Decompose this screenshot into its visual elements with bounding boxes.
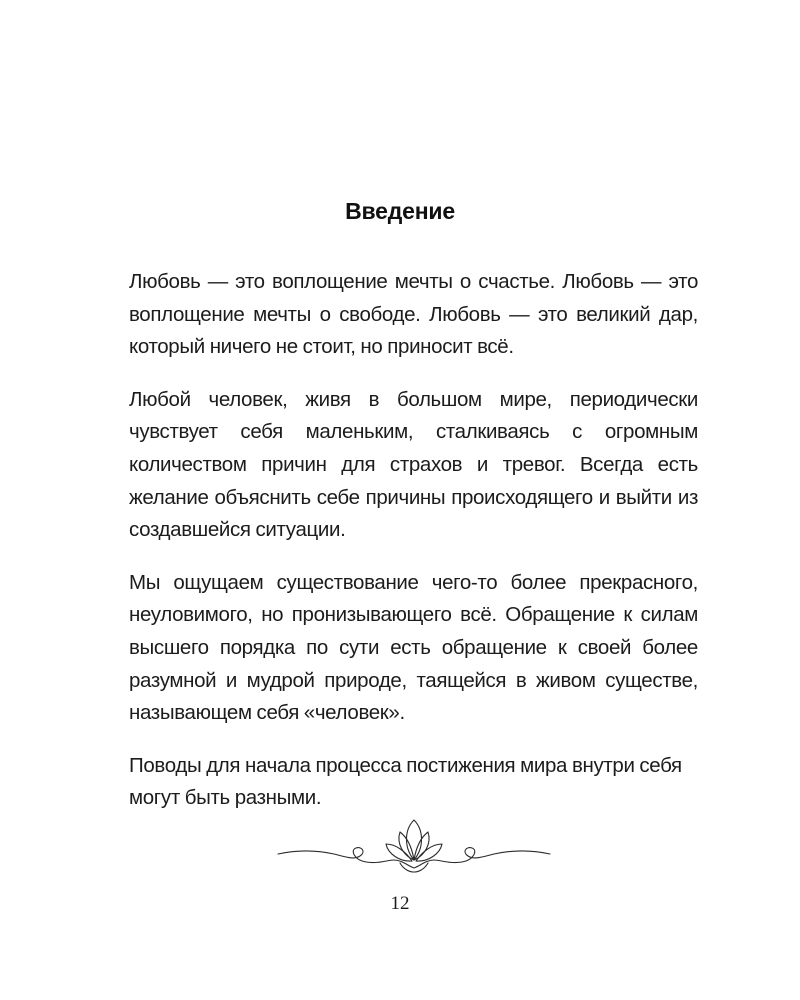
chapter-body	[129, 266, 698, 835]
paragraph-3: Мы ощущаем существование чего-то более прекрасного, неуловимого, но пронизывающего всё. Обращение к силам высшего порядка по сути есть обращение к своей более разумной и мудрой природе, таящейся в живом существе, называющем себя «человек».	[129, 570, 698, 725]
paragraph-4: Поводы для начала процесса постижения мира внутри себя могут быть разными.	[129, 753, 682, 810]
page-number: 12	[390, 893, 410, 914]
chapter-heading: Введение	[345, 198, 455, 224]
paragraph-1: Любовь — это воплощение мечты о счастье. Любовь — это воплощение мечты о свободе. Любовь — это великий дар, который ничего не стоит, но приносит всё.	[129, 270, 698, 359]
paragraph-2: Любой человек, живя в большом мире, периодически чувствует себя маленьким, сталкиваясь с огромным количеством причин для страхов и тревог. Всегда есть желание объяснить себе причины происходящего и выйти из создавшейся ситуации.	[129, 387, 698, 542]
lotus-flourish-icon	[276, 816, 552, 880]
